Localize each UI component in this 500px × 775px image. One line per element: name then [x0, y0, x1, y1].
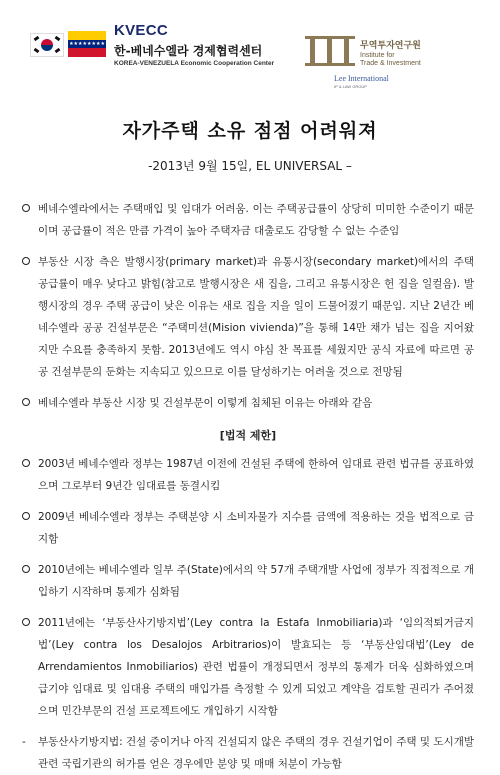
bullet-paragraph [22, 198, 474, 242]
iti-logo-icon [305, 36, 355, 66]
dash-marker: - [22, 736, 26, 748]
iti-logo-english [360, 52, 421, 68]
circle-bullet-icon [22, 204, 30, 212]
paragraph-text: 부동산 시장 측은 발행시장(primary market)과 유통시장(secondary market)에서의 주택 공급률이 매우 낮다고 밝힘(참고로 발행시장은 새 집을, 그리고 유통시장은 헌 집을 일컬음). 발행시장의 경우 주택 공급이 낮은 이유는 새로 집을 지을 일이 드물어졌기 때문임. 지난 2년간 베네수엘라 공공 건설부문은 “주택미션(Mision vivienda)”을 통해 14만 채가 넘는 집을 지어왔지만 수요를 충족하지 못함. 2013년에도 역시 야심 찬 목표를 세웠지만 공식 자료에 따르면 공공 건설부문의 둔화는 지속되고 있으므로 이를 달성하기는 어려울 것으로 전망됨 [38, 256, 474, 378]
iti-english-line-1: Institute for [360, 52, 395, 59]
kvecc-logo-name: 한-베네수엘라 경제협력센터 [114, 44, 263, 58]
paragraph-text: 베네수엘라 부동산 시장 및 건설부문이 이렇게 침체된 이유는 아래와 같음 [38, 397, 373, 409]
circle-bullet-icon [22, 565, 30, 573]
document-title: 자가주택 소유 점점 어려워져 [122, 120, 378, 142]
lee-international-logo: Lee International [334, 74, 389, 83]
bullet-paragraph [22, 392, 474, 414]
circle-bullet-icon [22, 459, 30, 467]
bullet-paragraph [22, 612, 474, 722]
paragraph-text: 베네수엘라에서는 주택매입 및 임대가 어려움. 이는 주택공급률이 상당히 미미한 수준이기 때문이며 공급률이 적은 만큼 가격이 높아 주택자금 대출로도 감당할 수 없는 수준임 [38, 203, 474, 237]
bullet-paragraph [22, 559, 474, 603]
paragraph-text: 2009년 베네수엘라 정부는 주택분양 시 소비자물가 지수를 금액에 적용하는 것을 법적으로 금지함 [38, 511, 474, 545]
section-heading: [법적 제한] [219, 429, 277, 442]
document-body [22, 198, 474, 775]
document-header [0, 0, 500, 95]
bullet-paragraph [22, 506, 474, 550]
paragraph-text: 2003년 베네수엘라 정부는 1987년 이전에 건설된 주택에 한하여 임대료 관련 법규를 공표하였으며 그로부터 9년간 임대료를 동결시킴 [38, 458, 474, 492]
dash-sub-item [22, 731, 474, 775]
bullet-paragraph [22, 251, 474, 383]
iti-english-line-2: Trade & Investment [360, 60, 421, 67]
venezuela-flag-icon: ★★★★★★★★ [68, 31, 106, 57]
circle-bullet-icon [22, 257, 30, 265]
kvecc-logo-abbr: KVECC [114, 22, 169, 39]
lee-international-sub: IP & LAW GROUP [334, 84, 367, 89]
paragraph-text: 부동산사기방지법: 건설 중이거나 아직 건설되지 않은 주택의 경우 건설기업이 주택 및 도시개발 관련 국립기관의 허가를 얻은 경우에만 분양 및 매매 처분이 가능함 [38, 736, 474, 770]
circle-bullet-icon [22, 512, 30, 520]
circle-bullet-icon [22, 398, 30, 406]
paragraph-text: 2011년에는 ‘부동산사기방지법’(Ley contra la Estafa Inmobiliaria)과 ‘임의적퇴거금지법’(Ley contra los Desalojos Arbitrarios)이 발효되는 등 ‘부동산임대법’(Ley de Arrendamientos Inmobiliarios) 관련 법률이 개정되면서 정부의 통제가 더욱 심화하였으며 급기야 임대료 및 임대용 주택의 매입가를 측정할 수 있게 되었고 계약을 검토할 권리가 주어졌으며 민간부문의 건설 프로젝트에도 개입하기 시작함 [38, 617, 474, 717]
iti-logo-korean: 무역투자연구원 [360, 41, 421, 51]
kvecc-logo-english: KOREA-VENEZUELA Economic Cooperation Center [114, 60, 275, 67]
circle-bullet-icon [22, 618, 30, 626]
document-subtitle: -2013년 9월 15일, EL UNIVERSAL – [148, 159, 352, 173]
bullet-paragraph [22, 453, 474, 497]
korea-flag-icon [30, 33, 64, 57]
paragraph-text: 2010년에는 베네수엘라 일부 주(State)에서의 약 57개 주택개발 사업에 정부가 직접적으로 개입하기 시작하며 통제가 심화됨 [38, 564, 474, 598]
